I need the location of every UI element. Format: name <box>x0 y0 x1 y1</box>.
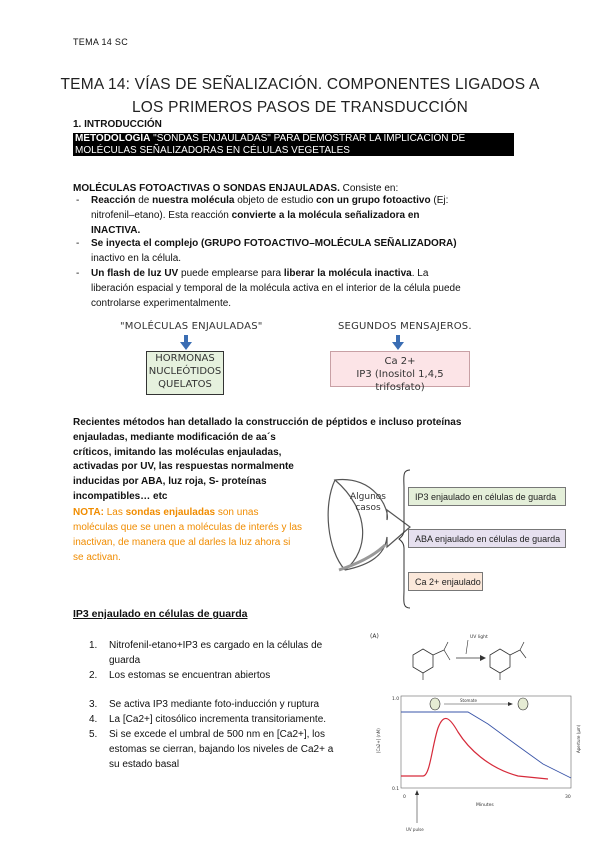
recent-line-3: críticos, imitando las moléculas enjauladas, <box>73 446 282 458</box>
note-t1: Las <box>103 507 126 518</box>
section-heading-intro: 1. INTRODUCCIÓN <box>73 119 162 130</box>
calcium-series-line <box>401 718 548 779</box>
b2-t1: Se inyecta el complejo (GRUPO FOTOACTIVO–MOLÉCULA SEÑALIZADORA) <box>91 238 457 249</box>
step-2 <box>89 668 359 683</box>
stomate-closed-icon <box>518 698 528 710</box>
note-t3: son unas <box>215 507 259 518</box>
figure-panel-label: (A) <box>370 633 379 640</box>
note-label: NOTA: <box>73 507 104 518</box>
y-top-label: 1.0 <box>392 697 400 702</box>
title-line-2: LOS PRIMEROS PASOS DE TRANSDUCCIÓN <box>131 99 469 116</box>
b1-t1: Reacción <box>91 195 136 206</box>
step-1 <box>89 638 359 668</box>
step-5 <box>89 727 359 772</box>
caged-item-nucleotidos: NUCLEÓTIDOS <box>148 366 222 377</box>
recent-line-6: incompatibles… etc <box>73 490 168 502</box>
b1-t9: INACTIVA. <box>91 225 141 236</box>
step-5-num: 5. <box>89 729 98 740</box>
caged-item-quelatos: QUELATOS <box>158 379 212 390</box>
b1-t3: nuestra molécula <box>152 195 235 206</box>
x-start-label: 0 <box>403 795 406 800</box>
b3-t1: Un flash de luz UV <box>91 268 179 279</box>
case-ip3: IP3 enjaulado en células de guarda <box>408 487 566 506</box>
b3-t2: puede emplearse para <box>178 268 284 279</box>
caged-molecules-box <box>146 351 224 395</box>
cases-label-1: Algunos <box>350 492 386 502</box>
cases-arrow-label <box>338 492 398 514</box>
intro-bold: MOLÉCULAS FOTOACTIVAS O SONDAS ENJAULADAS. <box>73 183 340 194</box>
y-right-axis-label: Aperture (μm) <box>576 724 581 753</box>
caged-molecules-title: "MOLÉCULAS ENJAULADAS" <box>120 321 263 332</box>
b1-t6: (Ej: <box>430 195 449 206</box>
note-line-3: inactivan, de manera que al darles la luz ahora si <box>73 537 291 548</box>
recent-line-4: activadas por UV, las respuestas normalmente <box>73 461 294 473</box>
b3-t6: controlarse experimentalmente. <box>91 298 232 309</box>
note-line-2: moléculas que se unen a moléculas de interés y las <box>73 522 303 533</box>
step-5-line-2: estomas se cierran, bajando los niveles de Ca2+ a <box>109 744 334 755</box>
second-messengers-box <box>330 351 470 393</box>
methodology-highlight <box>73 133 514 156</box>
b1-t7: nitrofenil–etano). Esta reacción <box>91 210 232 221</box>
page-title <box>40 73 560 119</box>
ip3-heading: IP3 enjaulado en células de guarda <box>73 608 248 620</box>
arrow-down-left-icon <box>180 342 192 350</box>
b1-t4: objeto de estudio <box>234 195 317 206</box>
step-4-line-1: La [Ca2+] citosólico incrementa transitoriamente. <box>109 714 327 725</box>
b3-t4: . La <box>411 268 429 279</box>
case-aba: ABA enjaulado en células de guarda <box>408 529 566 548</box>
b3-t3: liberar la molécula inactiva <box>283 268 412 279</box>
step-1-line-2: guarda <box>109 655 141 666</box>
y-bottom-label: 0.1 <box>392 787 400 792</box>
step-3-line-1: Se activa IP3 mediante foto-inducción y ruptura <box>109 699 320 710</box>
methodology-bold: METODOLOGÍA <box>75 133 151 144</box>
step-2-num: 2. <box>89 670 98 681</box>
intro-rest: Consiste en: <box>339 183 399 194</box>
step-3-num: 3. <box>89 699 98 710</box>
messenger-ip3: IP3 (Inositol 1,4,5 trifosfato) <box>356 369 444 393</box>
b1-t8: convierte a la molécula señalizadora en <box>231 210 420 221</box>
title-line-1: TEMA 14: VÍAS DE SEÑALIZACIÓN. COMPONENTES LIGADOS A <box>60 76 540 93</box>
step-3 <box>89 697 359 712</box>
second-messengers-title: SEGUNDOS MENSAJEROS. <box>338 321 472 332</box>
messenger-ca: Ca 2+ <box>384 356 416 367</box>
step-4 <box>89 712 359 727</box>
step-2-line-1: Los estomas se encuentran abiertos <box>109 670 271 681</box>
benzene-ring-right-icon <box>490 649 510 673</box>
note-paragraph <box>73 505 343 565</box>
bullet-3: - Un flash de luz UV puede emplearse para liberar la molécula inactiva. La liberación espacial y temporal de la molécula activa en el interior de la célula puede controlarse experimentalmente. <box>91 266 531 311</box>
caged-item-hormonas: HORMONAS <box>155 353 215 364</box>
b1-t5: con un grupo fotoactivo <box>316 195 431 206</box>
b1-t2: de <box>135 195 153 206</box>
bullet-1: - Reacción de nuestra molécula objeto de estudio con un grupo fotoactivo (Ej: nitrofenil–etano). Esta reacción convierte a la molécula señalizadora en INACTIVA. <box>91 193 531 238</box>
step-1-num: 1. <box>89 640 98 651</box>
bullet-2: - Se inyecta el complejo (GRUPO FOTOACTIVO–MOLÉCULA SEÑALIZADORA) inactivo en la célula. <box>91 236 531 266</box>
uv-pulse-label: UV pulse <box>406 827 424 832</box>
y-left-axis-label: [Ca2+] (nM) <box>376 728 381 753</box>
x-end-label: 30 <box>565 795 571 800</box>
recent-line-2: enjauladas, mediante modificación de aa´s <box>73 431 276 443</box>
note-t2: sondas enjauladas <box>125 507 216 518</box>
recent-line-5: inducidas por ABA, luz roja, S- proteínas <box>73 476 267 488</box>
case-ca: Ca 2+ enjaulado <box>408 572 483 591</box>
aperture-series-line <box>401 712 571 778</box>
stomate-label: Stomate <box>460 698 477 703</box>
step-1-line-1: Nitrofenil-etano+IP3 es cargado en la células de <box>109 640 323 651</box>
benzene-ring-left-icon <box>413 649 433 673</box>
b2-t2: inactivo en la célula. <box>91 253 182 264</box>
page-header: TEMA 14 SC <box>73 37 129 47</box>
methodology-line2: MOLÉCULAS SEÑALIZADORAS EN CÉLULAS VEGETALES <box>75 144 350 156</box>
uv-light-label: UV light <box>470 635 488 640</box>
x-axis-label: Minutes <box>476 803 494 808</box>
arrow-down-right-icon <box>392 342 404 350</box>
methodology-line1: "SONDAS ENJAULADAS" PARA DEMOSTRAR LA IMPLICACIÓN DE <box>150 133 466 144</box>
note-line-4: se activan. <box>73 552 121 563</box>
step-5-line-3: su estado basal <box>109 759 180 770</box>
b3-t5: liberación espacial y temporal de la molécula activa en el interior de la célula puede <box>91 283 461 294</box>
step-5-line-1: Si se excede el umbral de 500 nm en [Ca2+], los <box>109 729 325 740</box>
plot-frame <box>401 696 571 788</box>
step-4-num: 4. <box>89 714 98 725</box>
ip3-figure <box>368 628 588 850</box>
stomate-open-icon <box>430 698 440 710</box>
recent-line-1: Recientes métodos han detallado la construcción de péptidos e incluso proteínas <box>73 417 462 428</box>
cases-label-2: casos <box>355 503 381 513</box>
